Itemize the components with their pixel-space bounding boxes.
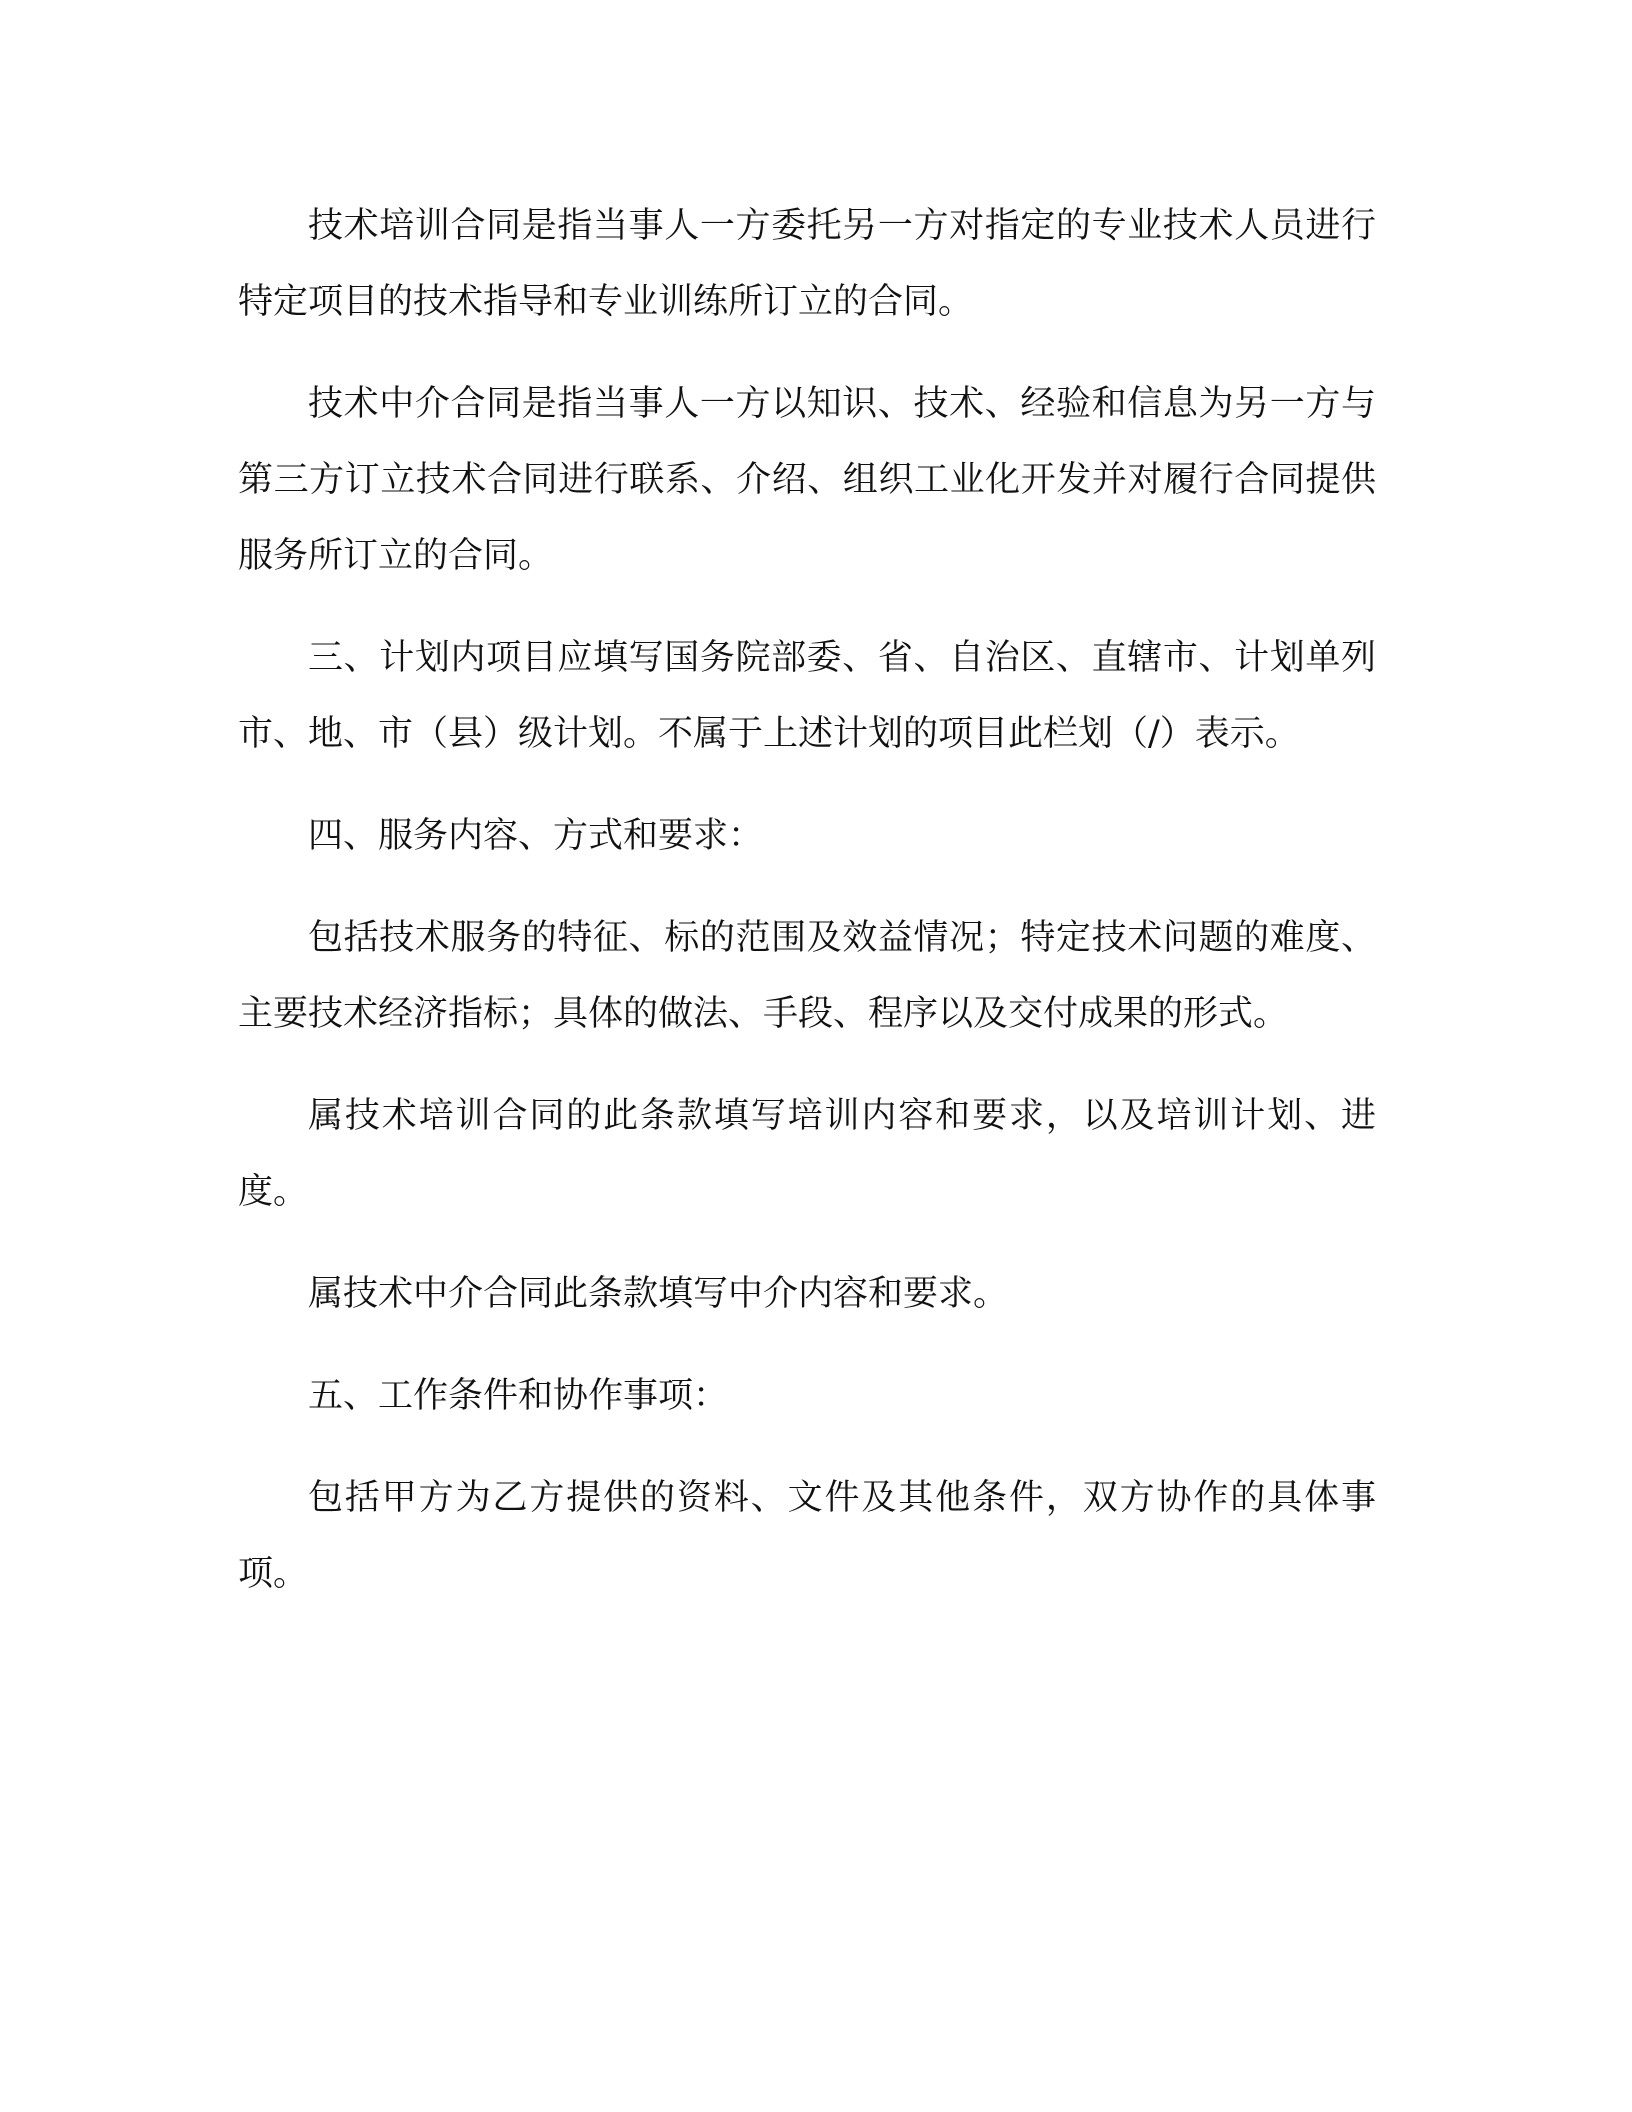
paragraph-service-content: 包括技术服务的特征、标的范围及效益情况；特定技术问题的难度、主要技术经济指标；具体的做法、手段、程序以及交付成果的形式。: [238, 918, 1376, 1034]
heading-section-four: 四、服务内容、方式和要求：: [308, 816, 764, 856]
paragraph-section-three-plan-projects: 三、计划内项目应填写国务院部委、省、自治区、直辖市、计划单列市、地、市（县）级计划。不属于上述计划的项目此栏划（/）表示。: [238, 638, 1376, 754]
paragraph-technical-training-contract: 技术培训合同是指当事人一方委托另一方对指定的专业技术人员进行特定项目的技术指导和专业训练所订立的合同。: [238, 206, 1376, 322]
heading-section-five: 五、工作条件和协作事项：: [308, 1376, 729, 1416]
paragraph-working-conditions: 包括甲方为乙方提供的资料、文件及其他条件，双方协作的具体事项。: [238, 1478, 1376, 1594]
paragraph-technical-intermediary-contract: 技术中介合同是指当事人一方以知识、技术、经验和信息为另一方与第三方订立技术合同进行联系、介绍、组织工业化开发并对履行合同提供服务所订立的合同。: [238, 384, 1376, 576]
document-body: [238, 188, 1376, 1612]
paragraph-intermediary-contract-clause: 属技术中介合同此条款填写中介内容和要求。: [308, 1274, 1009, 1314]
paragraph-training-contract-clause: 属技术培训合同的此条款填写培训内容和要求，以及培训计划、进度。: [238, 1096, 1376, 1212]
